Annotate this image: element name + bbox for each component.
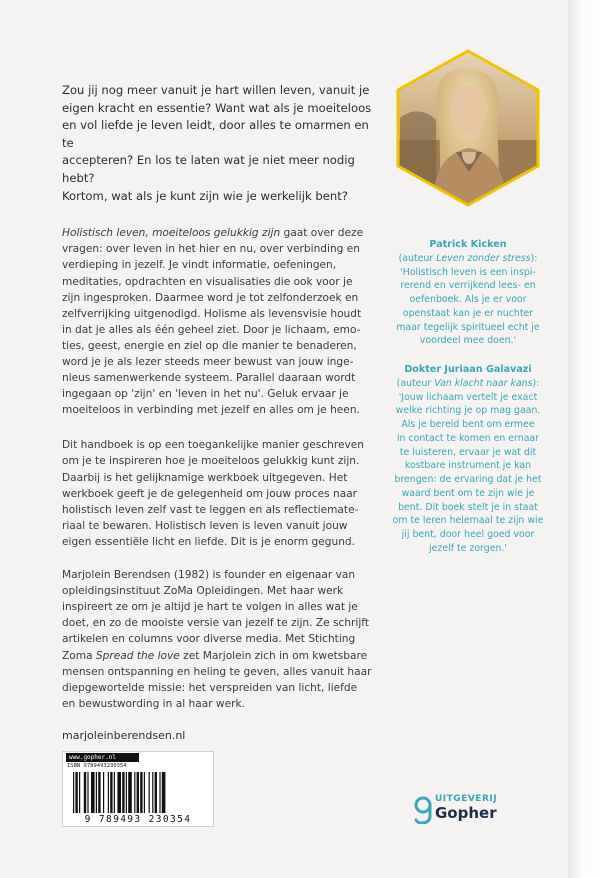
quote-line: oefenboek. Als je er voor <box>409 294 527 306</box>
barcode-isbn-label: ISBN 9789493230354 <box>67 763 127 769</box>
quote-line: Als je bereid bent om ermee <box>401 419 535 431</box>
role-suffix: ): <box>532 378 540 390</box>
body-line: eigen essentiële licht en liefde. Dit is je enorm gegund. <box>62 535 356 548</box>
quote-line: rerend en verrijkend lees- en <box>400 280 536 292</box>
body-line: meditaties, opdrachten en visualisaties die ook voor je <box>62 275 353 288</box>
endorser-role <box>392 377 544 391</box>
author-website: marjoleinberendsen.nl <box>62 729 186 742</box>
body-line: artikelen en columns voor diverse media. Met Stichting <box>62 633 356 646</box>
publisher-name: Gopher <box>435 804 497 822</box>
handbook-paragraph <box>62 437 384 550</box>
quote-line: waard bent om te zijn wie je <box>401 487 535 499</box>
page-edge <box>568 0 600 878</box>
description-paragraph <box>62 225 384 418</box>
foundation-title-italic: Spread the love <box>95 649 180 662</box>
endorser-role <box>392 252 544 266</box>
body-line: Daarbij is het gelijknamige werkboek uitgegeven. Het <box>62 471 348 484</box>
body-line: riaal te bewaren. Holistisch leven is leven vanuit jouw <box>62 519 348 532</box>
intro-paragraph <box>62 82 384 205</box>
endorser-name: Dokter Juriaan Galavazi <box>404 364 532 376</box>
endorsement-1 <box>392 238 544 348</box>
barcode-url: www.gopher.nl <box>66 753 139 762</box>
publisher-label: UITGEVERIJ <box>435 794 498 804</box>
book-title-italic: Holistisch leven, moeiteloos gelukkig zijn <box>62 227 281 240</box>
intro-line: accepteren? En los te laten wat je niet meer nodig hebt? <box>62 153 355 186</box>
quote-line: bent. Dit boek stelt je in staat <box>398 501 538 513</box>
body-line: en bewustwording in al haar werk. <box>62 697 245 710</box>
quote-line: om te leren helemaal te zijn wie <box>392 515 544 527</box>
isbn-barcode <box>62 751 214 827</box>
body-line: Marjolein Berendsen (1982) is founder en eigenaar van <box>62 569 356 582</box>
body-line: ties, geest, energie en ziel op die manier te benaderen, <box>62 339 357 352</box>
body-line: inspireert ze om je altijd je hart te volgen in alles wat je <box>62 601 358 614</box>
intro-line: eigen kracht en essentie? Want wat als je moeiteloos <box>62 100 372 115</box>
endorsement-quote <box>392 266 544 348</box>
quote-line: welke richting je op mag gaan. <box>395 405 541 417</box>
body-line: holistisch leven zelf vast te leggen en als reflectiemate- <box>62 503 359 516</box>
body-line: diepgewortelde missie: het verspreiden van licht, liefde <box>62 681 358 694</box>
barcode-digits: 9 789493 230354 <box>84 814 192 825</box>
quote-line: 'Holistisch leven is een inspi- <box>400 266 536 278</box>
quote-line: jij bent, door heel goed voor <box>401 528 535 540</box>
body-line: mensen ontspanning en heling te geven, alles vanuit haar <box>62 665 372 678</box>
endorser-book-title: Van klacht naar kans <box>434 378 533 390</box>
body-line: Dit handboek is op een toegankelijke manier geschreven <box>62 439 364 452</box>
intro-line: Zou jij nog meer vanuit je hart willen leven, vanuit je <box>62 83 370 97</box>
body-line: in dat je alles als één geheel ziet. Door je lichaam, emo- <box>62 323 361 336</box>
body-line: om je te inspireren hoe je moeiteloos gelukkig kunt zijn. <box>62 455 360 468</box>
role-prefix: (auteur <box>396 378 435 390</box>
blurb-column <box>62 82 384 712</box>
quote-line: maar tegelijk spiritueel echt je <box>396 321 540 333</box>
body-line: zijn ingesproken. Daarmee word je tot zelfonderzoek en <box>62 291 359 304</box>
body-line: verdieping in jezelf. Je vindt informatie, oefeningen, <box>62 259 337 272</box>
author-photo <box>392 48 544 208</box>
body-line: vragen: over leven in het hier en nu, over verbinding en <box>62 243 360 256</box>
author-bio-paragraph <box>62 567 384 712</box>
body-line: moeiteloos in verbinding met jezelf en alles om je heen. <box>62 404 360 417</box>
quote-line: 'Jouw lichaam vertelt je exact <box>398 391 538 403</box>
role-suffix: ): <box>530 253 538 264</box>
body-line: Zoma <box>62 649 96 662</box>
body-line: ingegaan op 'zijn' en 'leven in het nu'. Geluk ervaar je <box>62 388 349 401</box>
body-line: opleidingsinstituut ZoMa Opleidingen. Met haar werk <box>62 585 344 598</box>
endorsement-2 <box>392 363 544 555</box>
quote-line: voordeel mee doen.' <box>419 335 517 347</box>
body-line: zelfverrijking uitgenodigd. Holisme als levensvisie houdt <box>62 307 362 320</box>
body-line: nieus samenwerkende systeem. Parallel daaraan wordt <box>62 372 356 385</box>
endorser-book-title: Leven zonder stress <box>436 253 531 264</box>
gopher-logo-icon <box>413 796 433 824</box>
body-line: gaat over deze <box>280 227 364 240</box>
body-line: werkboek geeft je de gelegenheid om jouw proces naar <box>62 487 358 500</box>
quote-line: te luisteren, ervaar je wat dit <box>399 446 537 458</box>
body-line: zet Marjolein zich in om kwetsbare <box>179 649 368 662</box>
role-prefix: (auteur <box>398 253 437 264</box>
quote-line: brengen: de ervaring dat je het <box>394 474 542 486</box>
body-line: word je je als lezer steeds meer bewust van jouw inge- <box>62 356 354 369</box>
quote-line: jezelf te zorgen.' <box>429 542 507 554</box>
endorsements-column <box>392 238 544 555</box>
intro-line: Kortom, wat als je kunt zijn wie je werkelijk bent? <box>62 188 348 203</box>
intro-line: en vol liefde je leven leidt, door alles te omarmen en te <box>62 118 369 150</box>
quote-line: kostbare instrument je kan <box>404 460 532 472</box>
quote-line: in contact te komen en ernaar <box>396 432 540 444</box>
publisher-logo <box>413 793 523 827</box>
endorsement-quote <box>392 391 544 556</box>
endorser-name: Patrick Kicken <box>429 239 507 250</box>
quote-line: openstaat kan je er nuchter <box>402 307 534 319</box>
body-line: doet, en zo de mooiste versie van jezelf te zijn. Ze schrijft <box>62 617 370 630</box>
